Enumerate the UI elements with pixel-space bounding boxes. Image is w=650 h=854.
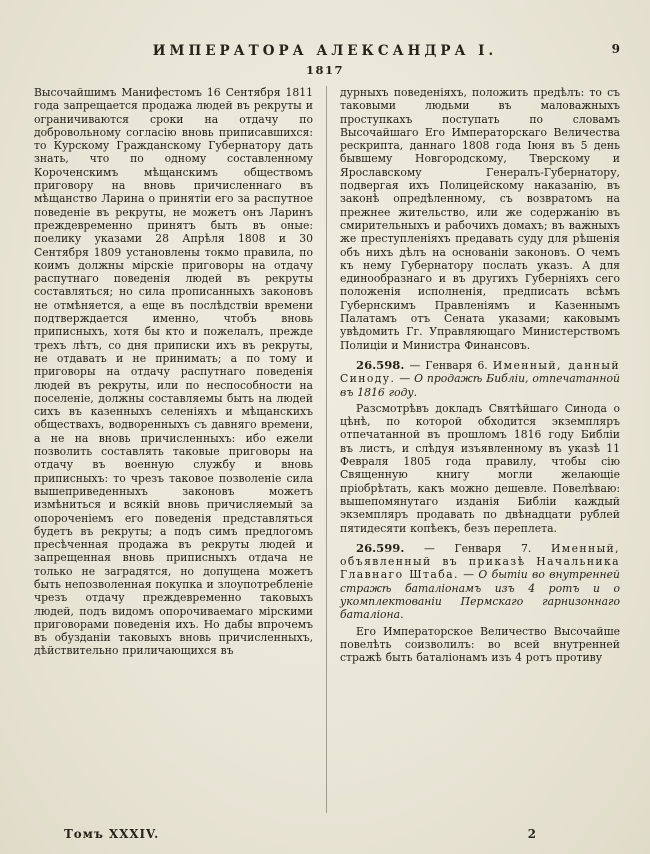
entry-26599-body: Его Императорское Величество Высочайше повелѣть соизволилъ: во всей внутренней стражѣ быть баталіонамъ изъ 4 ротъ противу [340, 624, 620, 665]
entry-26598-type: Именный, данный Синоду. [340, 358, 620, 386]
entry-26598-heading [340, 359, 620, 399]
footer-signature-mark: 2 [527, 827, 536, 841]
page-title: ИМПЕРАТОРА АЛЕКСАНДРА I. [152, 43, 498, 59]
page-number: 9 [611, 42, 620, 56]
entry-26599-number: 26.599. [356, 540, 405, 555]
continuation-paragraph: дурныхъ поведеніяхъ, положить предѣлъ: то съ таковыми людьми въ маловажныхъ проступкахъ поступать по словамъ Высочайшаго Его Императорскаго Величества рескрипта, даннаго 1808 года Іюня въ 5 день бывшему Новгородскому, Тверскому и Ярославскому Генералъ-Губернатору, подвергая ихъ Полицейскому наказанію, въ законѣ опредѣленному, съ возвратомъ на прежнее жительство, или же содержанію въ смирительныхъ и рабочихъ домахъ; въ важныхъ же преступленіяхъ предавать суду для рѣшенія объ нихъ дѣлъ на основаніи законовъ. О чемъ къ нему Губернатору послать указъ. А для единообразнаго и въ другихъ Губерніяхъ сего положенія исполненія, предписать всѣмъ Губернскимъ Правленіямъ и Казеннымъ Палатамъ отъ Сената указами; каковымъ увѣдомить Гг. Управляющаго Министерствомъ Полиціи и Министра Финансовъ. [340, 86, 620, 352]
text-columns [0, 77, 650, 813]
left-column [34, 86, 327, 813]
left-column-paragraph: Высочайшимъ Манифестомъ 16 Сентября 1811 года запрещается продажа людей въ рекруты и ограничиваются сроки на отдачу по добровольному согласію вновь приписавшихся: то Курскому Гражданскому Губернатору дать знать, что по одному составленному Короченскимъ мѣщанскимъ обществомъ приговору на вновь причисленнаго въ мѣщанство Ларина о принятіи его за распутное поведеніе въ рекруты, не можетъ онъ Ларинъ преждевременно принятъ быть въ оные: поелику указами 28 Апрѣля 1808 и 30 Сентября 1809 установлены токмо правила, по коимъ должны мірскіе приговоры на отдачу распутнаго поведенія людей въ рекруты составляться; но сила прописанныхъ законовъ не отмѣняется, а еще въ послѣдствіи времени подтверждается именно, чтобъ вновь приписныхъ, хотя бы кто и пожелалъ, прежде трехъ лѣтъ, со дня приписки ихъ въ рекруты, не отдавать и не принимать; а по тому и приговоры на отдачу распутнаго поведенія людей въ рекруты, или по неспособности на поселеніе, должны составляемы быть на людей сихъ въ казенныхъ селеніяхъ и мѣщанскихъ обществахъ, водворенныхъ съ давняго времени, а не на вновь причисленныхъ: ибо ежели позволить составлять таковые приговоры на отдачу въ военную службу и вновь приписныхъ: то чрезъ таковое позволеніе сила вышеприведенныхъ законовъ можетъ измѣниться и всякій вновь причисляемый за опороченіемъ его поведенія представляться будетъ въ рекруты; а подъ симъ предлогомъ пресѣченная продажа въ рекруты людей и запрещенная вновь приписныхъ отдача не только не заградятся, но допущена можетъ быть непозволенная покупка и злоупотребленіе чрезъ отдачу преждевременно таковыхъ людей, подъ видомъ опорочиваемаго мірскими приговорами поведенія ихъ. Но дабы впрочемъ въ обузданіи таковыхъ вновь причисленныхъ, дѣйствительно приличающихся въ [34, 86, 313, 658]
entry-26599-type: Именный, объявленный въ приказѣ Начальника Главнаго Штаба. [340, 541, 620, 582]
right-column [327, 86, 620, 813]
entry-26598-title: — О продажѣ Библіи, отпечатанной въ 1816 году. [340, 372, 620, 399]
entry-26598-date: — Генваря 6. [404, 358, 493, 372]
footer-volume-label: Томъ XXXIV. [64, 827, 160, 841]
entry-26599-title: — О бытіи во внутренней стражѣ баталіонамъ изъ 4 ротъ и о укомплектованіи Пермскаго гарнизоннаго баталіона. [340, 568, 620, 622]
entry-26598-body: Разсмотрѣвъ докладъ Святѣйшаго Синода о цѣнѣ, по которой обходится экземпляръ отпечатанной въ прошломъ 1816 году Библіи въ листъ, и слѣдуя изъявленному въ указѣ 11 Февраля 1805 года правилу, чтобы сію Священную книгу могли желающіе пріобрѣтать, какъ можно дешевле. Повелѣваю: вышепомянутаго изданія Библіи каждый экземпляръ продавать по двѣнадцати рублей пятидесяти копѣекъ, безъ переплета. [340, 401, 620, 535]
year-heading: 1817 [305, 63, 344, 77]
entry-26599-heading [340, 542, 620, 622]
entry-26598-number: 26.598. [356, 357, 405, 372]
running-head [0, 0, 650, 59]
entry-26599-date: — Генваря 7. [404, 541, 551, 555]
